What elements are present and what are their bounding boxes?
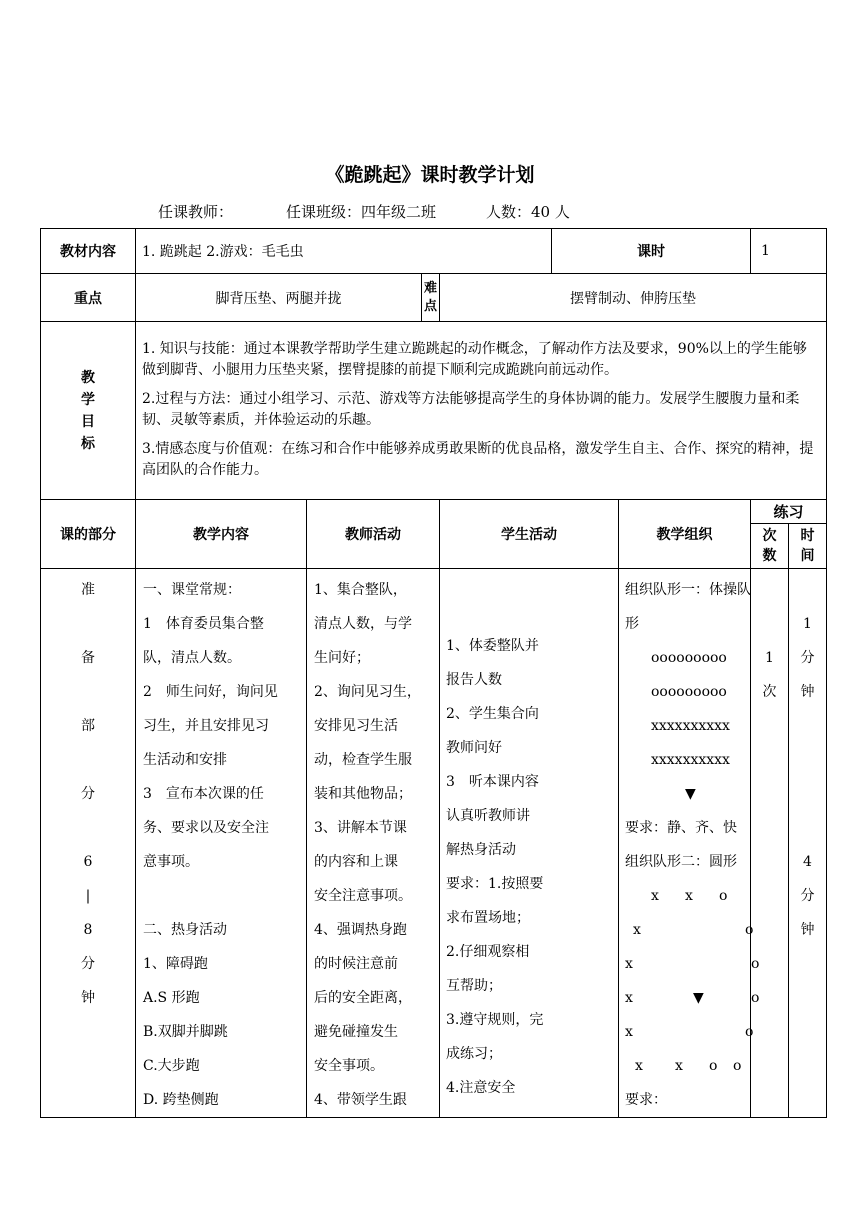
- objective-attitude: 3.情感态度与价值观：在练习和合作中能够养成勇敢果断的优良品格，激发学生自主、合作、探究的精神，提高团队的合作能力。: [142, 440, 814, 478]
- header-times: 次 数: [751, 524, 789, 569]
- circle-mark: o: [751, 956, 760, 972]
- page-title: 《跪跳起》课时教学计划: [325, 164, 535, 186]
- section-student-activity: 1、体委整队并 报告人数 2、学生集合向 教师问好 3 听本课内容 认真听教师讲 解热身活动 要求：1.按照要 求布置场地； 2.仔细观察相 互帮助； 3.遵守规则，完 成练习； 4.注意安全: [440, 569, 619, 1118]
- circle-mark: o: [709, 1058, 718, 1074]
- section-duration: 1 分 钟 4 分 钟: [789, 569, 827, 1118]
- key-point-label: 重点: [41, 274, 136, 322]
- key-point-value: 脚背压垫、两腿并拢: [136, 274, 422, 322]
- formation-row: xxxxxxxxxx: [651, 718, 730, 734]
- circle-mark: x: [625, 990, 633, 1006]
- column-header-row: [41, 500, 827, 524]
- teacher-label: 任课教师：: [158, 203, 234, 221]
- circle-mark: o: [751, 990, 760, 1006]
- circle-mark: x: [685, 888, 693, 904]
- circle-mark: x: [633, 922, 641, 938]
- section-organization: [619, 569, 760, 1118]
- teacher-position-icon: ▼: [685, 786, 696, 802]
- formation-row: ooooooooo: [651, 650, 727, 666]
- circle-mark: x: [625, 956, 633, 972]
- circle-mark: x: [625, 1024, 633, 1040]
- formation1-title-cont: 形: [625, 616, 639, 632]
- formation1-title: 组织队形一：体操队: [625, 582, 751, 598]
- hours-value: 1: [751, 229, 827, 274]
- header-part: 课的部分: [41, 500, 136, 569]
- objectives-label: 教 学 目 标: [41, 322, 136, 500]
- objective-process: 2.过程与方法：通过小组学习、示范、游戏等方法能够提高学生的身体协调的能力。发展学生腰腹力量和柔韧、灵敏等素质，并体验运动的乐趣。: [142, 390, 800, 428]
- section-teacher-activity: 1、集合整队， 清点人数，与学 生问好； 2、询问见习生， 安排见习生活 动，检查学生服 装和其他物品； 3、讲解本节课 的内容和上课 安全注意事项。 4、强调热身跑 的时候注意前 后的安全距离， 避免碰撞发生 安全事项。 4、带领学生跟: [307, 569, 440, 1118]
- student-count-label: 人数：40 人: [486, 203, 570, 221]
- teacher-position-icon: ▼: [693, 990, 704, 1006]
- section-content: 一、课堂常规： 1 体育委员集合整 队，清点人数。 2 师生问好，询问见 习生，并且安排见习 生活动和安排 3 宣布本次课的任 务、要求以及安全注 意事项。 二、热身活动 1、障碍跑 A.S 形跑 B.双脚并脚跳 C.大步跑 D. 跨垫侧跑: [136, 569, 307, 1118]
- section-times: 1 次: [751, 569, 789, 1118]
- circle-mark: x: [651, 888, 659, 904]
- difficulty-value: 摆臂制动、伸胯压垫: [440, 274, 827, 322]
- key-difficulty-row: [41, 274, 827, 322]
- material-row: [41, 229, 827, 274]
- circle-mark: x: [635, 1058, 643, 1074]
- hours-label: 课时: [552, 229, 751, 274]
- lesson-plan-table: [40, 228, 827, 1118]
- class-label: 任课班级：四年级二班: [286, 203, 437, 221]
- material-label: 教材内容: [41, 229, 136, 274]
- header-teacher: 教师活动: [307, 500, 440, 569]
- preparation-section-row: [41, 569, 827, 1118]
- formation2-title: 组织队形二：圆形: [625, 854, 737, 870]
- objective-knowledge: 1. 知识与技能：通过本课教学帮助学生建立跪跳起的动作概念，了解动作方法及要求，90%以上的学生能够做到脚背、小腿用力压垫夹紧，摆臂提膝的前提下顺利完成跪跳向前远动作。: [142, 340, 807, 378]
- circle-mark: o: [733, 1058, 742, 1074]
- header-practice: 练习: [751, 500, 827, 524]
- section-part: 准 备 部 分 6 | 8 分 钟: [41, 569, 136, 1118]
- circle-mark: o: [719, 888, 728, 904]
- requirement-1: 要求：静、齐、快: [625, 820, 737, 836]
- header-organization: 教学组织: [619, 500, 751, 569]
- header-student: 学生活动: [440, 500, 619, 569]
- difficulty-label: 难点: [422, 274, 440, 322]
- formation-row: xxxxxxxxxx: [651, 752, 730, 768]
- header-duration: 时 间: [789, 524, 827, 569]
- circle-mark: o: [745, 1024, 754, 1040]
- objectives-row: [41, 322, 827, 500]
- material-content: 1. 跪跳起 2.游戏：毛毛虫: [136, 229, 552, 274]
- header-content: 教学内容: [136, 500, 307, 569]
- objectives-text: [136, 322, 827, 500]
- circle-mark: o: [745, 922, 754, 938]
- requirement-2: 要求：: [625, 1092, 667, 1108]
- circle-mark: x: [675, 1058, 683, 1074]
- formation-row: ooooooooo: [651, 684, 727, 700]
